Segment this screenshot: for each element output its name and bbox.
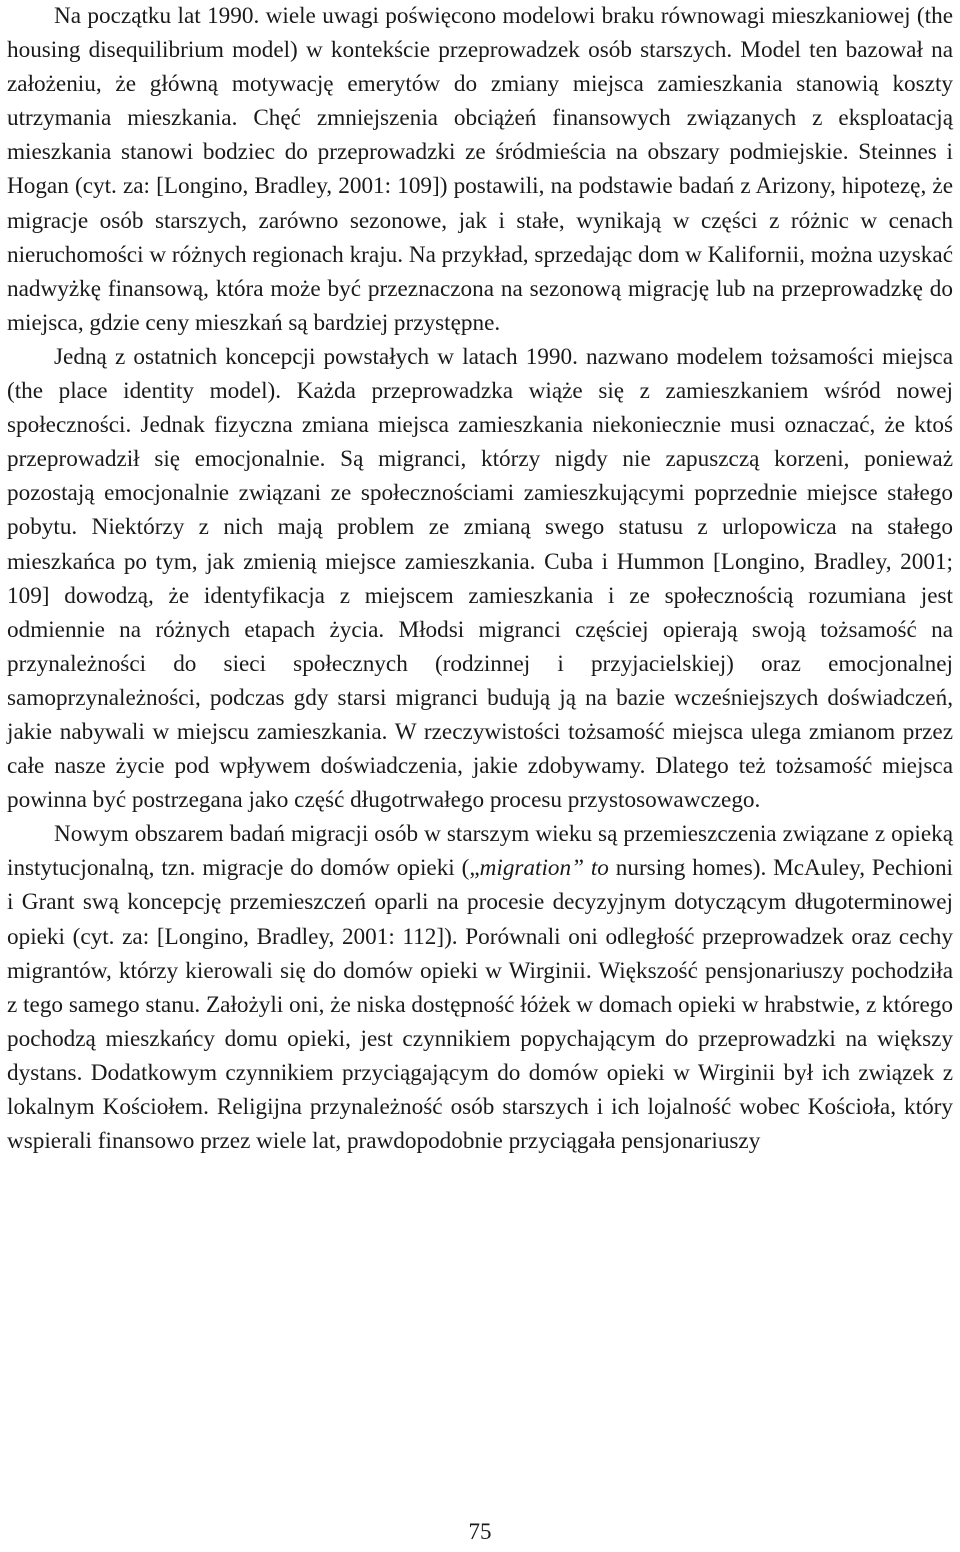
paragraph-italic-text: migration” to — [479, 855, 609, 882]
paragraph-place-identity — [7, 340, 953, 817]
paragraph-text: nursing homes). McAuley, Pechioni i Grant swą koncepcję przemieszczeń oparli na procesie decyzyjnym dotyczącym długoterminowej opieki (cyt. za: [Longino, Bradley, 2001: 112]). Porównali oni odległość przeprowadzek oraz cechy migrantów, którzy kierowali się do domów opieki w Wirginii. Większość pensjonariuszy pochodziła z tego samego stanu. Założyli oni, że niska dostępność łóżek w domach opieki w hrabstwie, z którego pochodzą mieszkańcy domu opieki, jest czynnikiem popychającym do przeprowadzki na większy dystans. Dodatkowym czynnikiem przyciągającym do domów opieki w Wirginii był ich związek z lokalnym Kościołem. Religijna przynależność osób starszych i ich lojalność wobec Kościoła, który wspierali finansowo przez wiele lat, prawdopodobnie przyciągała pensjonariuszy — [7, 855, 953, 1155]
paragraph-nursing-homes — [7, 817, 953, 1158]
paragraph-housing-disequilibrium — [7, 0, 953, 340]
page-number: 75 — [468, 1519, 492, 1544]
document-page — [7, 0, 953, 1158]
paragraph-text: Nowym obszarem badań migracji osób w starszym wieku są przemieszczenia związane z opieką instytucjonalną, tzn. migracje do domów opieki („ — [7, 821, 953, 882]
paragraph-text: Jedną z ostatnich koncepcji powstałych w latach 1990. nazwano modelem tożsamości miejsca (the place identity model). Każda przeprowadzka wiąże się z zamieszkaniem wśród nowej społeczności. Jednak fizyczna zmiana miejsca zamieszkania niekoniecznie musi oznaczać, że ktoś przeprowadził się emocjonalnie. Są migranci, którzy nigdy nie zapuszczą korzeni, ponieważ pozostają emocjonalnie związani ze społecznościami zamieszkującymi poprzednie miejsce stałego pobytu. Niektórzy z nich mają problem ze zmianą swego statusu z urlopowicza na stałego mieszkańca po tym, jak zmienią miejsce zamieszkania. Cuba i Hummon [Longino, Bradley, 2001; 109] dowodzą, że identyfikacja z miejscem zamieszkania i ze społecznością rozumiana jest odmiennie na różnych etapach życia. Młodsi migranci częściej opierają swoją tożsamość na przynależności do sieci społecznych (rodzinnej i przyjacielskiej) oraz emocjonalnej samoprzynależności, podczas gdy starsi migranci budują ją na bazie wcześniejszych doświadczeń, jakie nabywali w miejscu zamieszkania. W rzeczywistości tożsamość miejsca ulega zmianom przez całe nasze życie pod wpływem doświadczenia, jakie zdobywamy. Dlatego też tożsamość miejsca powinna być postrzegana jako część długotrwałego procesu przystosowawczego. — [7, 343, 953, 814]
paragraph-text: Na początku lat 1990. wiele uwagi poświęcono modelowi braku równowagi mieszkaniowej (the housing disequilibrium model) w kontekście przeprowadzek osób starszych. Model ten bazował na założeniu, że główną motywację emerytów do zmiany miejsca zamieszkania stanowią koszty utrzymania mieszkania. Chęć zmniejszenia obciążeń finansowych związanych z eksploatacją mieszkania stanowi bodziec do przeprowadzki ze śródmieścia na obszary podmiejskie. Steinnes i Hogan (cyt. za: [Longino, Bradley, 2001: 109]) postawili, na podstawie badań z Arizony, hipotezę, że migracje osób starszych, zarówno sezonowe, jak i stałe, wynikają w części z różnic w cenach nieruchomości w różnych regionach kraju. Na przykład, sprzedając dom w Kalifornii, można uzyskać nadwyżkę finansową, która może być przeznaczona na sezonową migrację lub na przeprowadzkę do miejsca, gdzie ceny mieszkań są bardziej przystępne. — [7, 3, 953, 336]
